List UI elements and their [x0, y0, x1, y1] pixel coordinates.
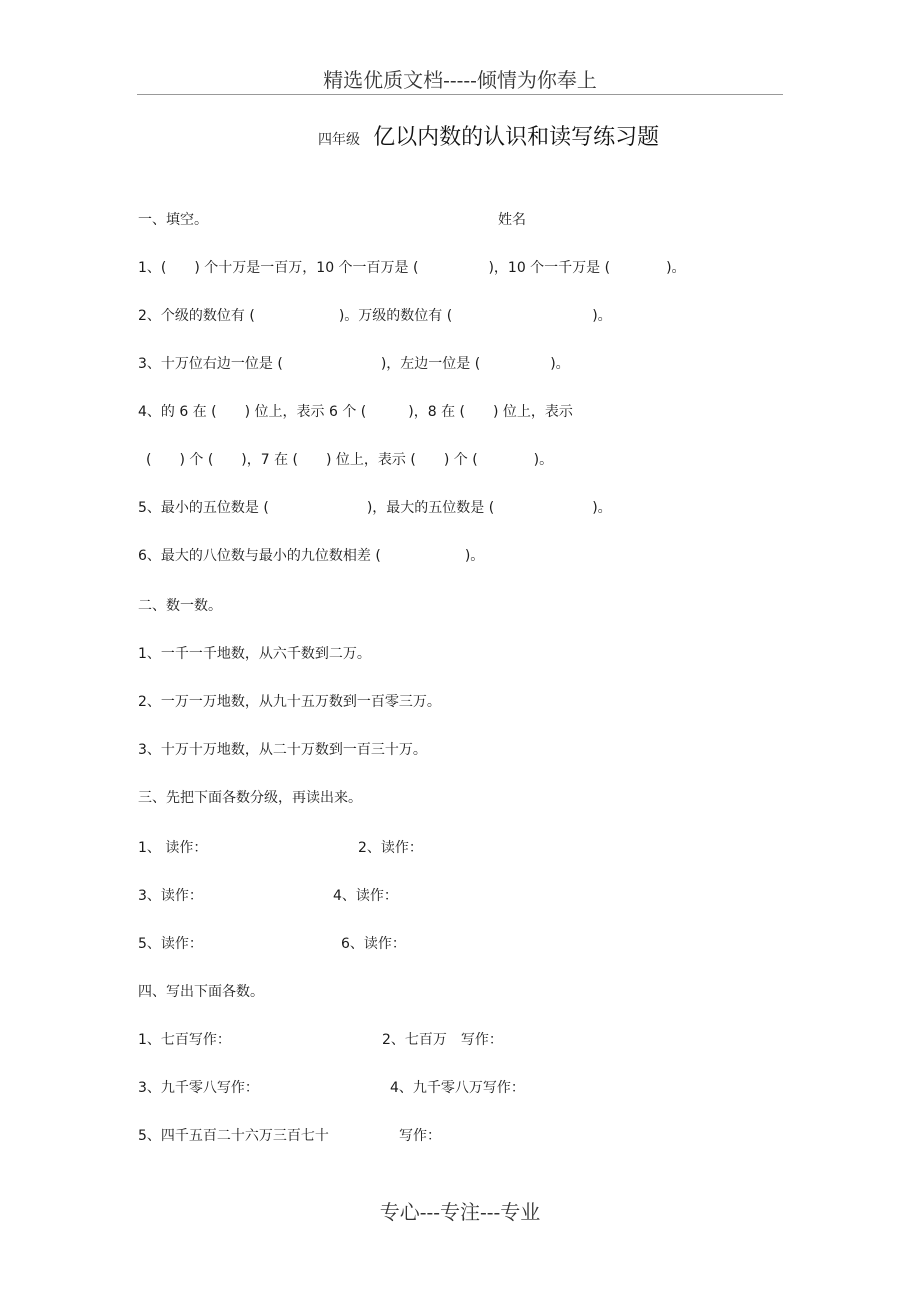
title-text: 亿以内数的认识和读写练习题	[373, 125, 660, 150]
question-1-5: 5、最小的五位数是 ( )，最大的五位数是 ( )。	[138, 500, 612, 516]
section3-heading: 三、先把下面各数分级，再读出来。	[138, 790, 362, 806]
question-2-1: 1、一千一千地数，从六千数到二万。	[138, 646, 371, 662]
question-1-4-line1: 4、的 6 在 ( ) 位上，表示 6 个 ( )，8 在 ( ) 位上，表示	[138, 404, 573, 420]
question-2-3: 3、十万十万地数，从二十万数到一百三十万。	[138, 742, 427, 758]
question-1-2: 2、个级的数位有 ( )。万级的数位有 ( )。	[138, 308, 612, 324]
question-4-1: 1、七百写作：	[138, 1032, 231, 1048]
grade-label: 四年级	[318, 132, 360, 148]
question-2-2: 2、一万一万地数，从九十五万数到一百零三万。	[138, 694, 441, 710]
question-4-3: 3、九千零八写作：	[138, 1080, 259, 1096]
section4-heading: 四、写出下面各数。	[138, 984, 264, 1000]
worksheet-title	[318, 120, 659, 151]
question-1-6: 6、最大的八位数与最小的九位数相差 ( )。	[138, 548, 485, 564]
question-4-5: 5、四千五百二十六万三百七十	[138, 1128, 329, 1144]
question-3-6: 6、读作：	[341, 936, 406, 952]
question-3-2: 2、读作：	[358, 840, 423, 856]
question-4-2: 2、七百万 写作：	[382, 1032, 503, 1048]
section2-heading: 二、数一数。	[138, 598, 222, 614]
page-footer: 专心---专注---专业	[379, 1200, 541, 1224]
section1-heading: 一、填空。	[138, 212, 208, 228]
question-3-3: 3、读作：	[138, 888, 203, 904]
question-4-4: 4、九千零八万写作：	[390, 1080, 525, 1096]
question-3-5: 5、读作：	[138, 936, 203, 952]
question-3-1: 1、 读作：	[138, 840, 208, 856]
question-1-3: 3、十万位右边一位是 ( )，左边一位是 ( )。	[138, 356, 570, 372]
question-1-4-line2: ( ) 个 ( )，7 在 ( ) 位上，表示 ( ) 个 ( )。	[146, 452, 554, 468]
question-3-4: 4、读作：	[333, 888, 398, 904]
page-header: 精选优质文档-----倾情为你奉上	[323, 68, 597, 92]
header-divider	[137, 94, 783, 95]
question-1-1: 1、( ) 个十万是一百万，10 个一百万是 ( )，10 个一千万是 ( )。	[138, 260, 686, 276]
question-4-5-write: 写作：	[399, 1128, 441, 1144]
name-label: 姓名	[498, 212, 526, 228]
